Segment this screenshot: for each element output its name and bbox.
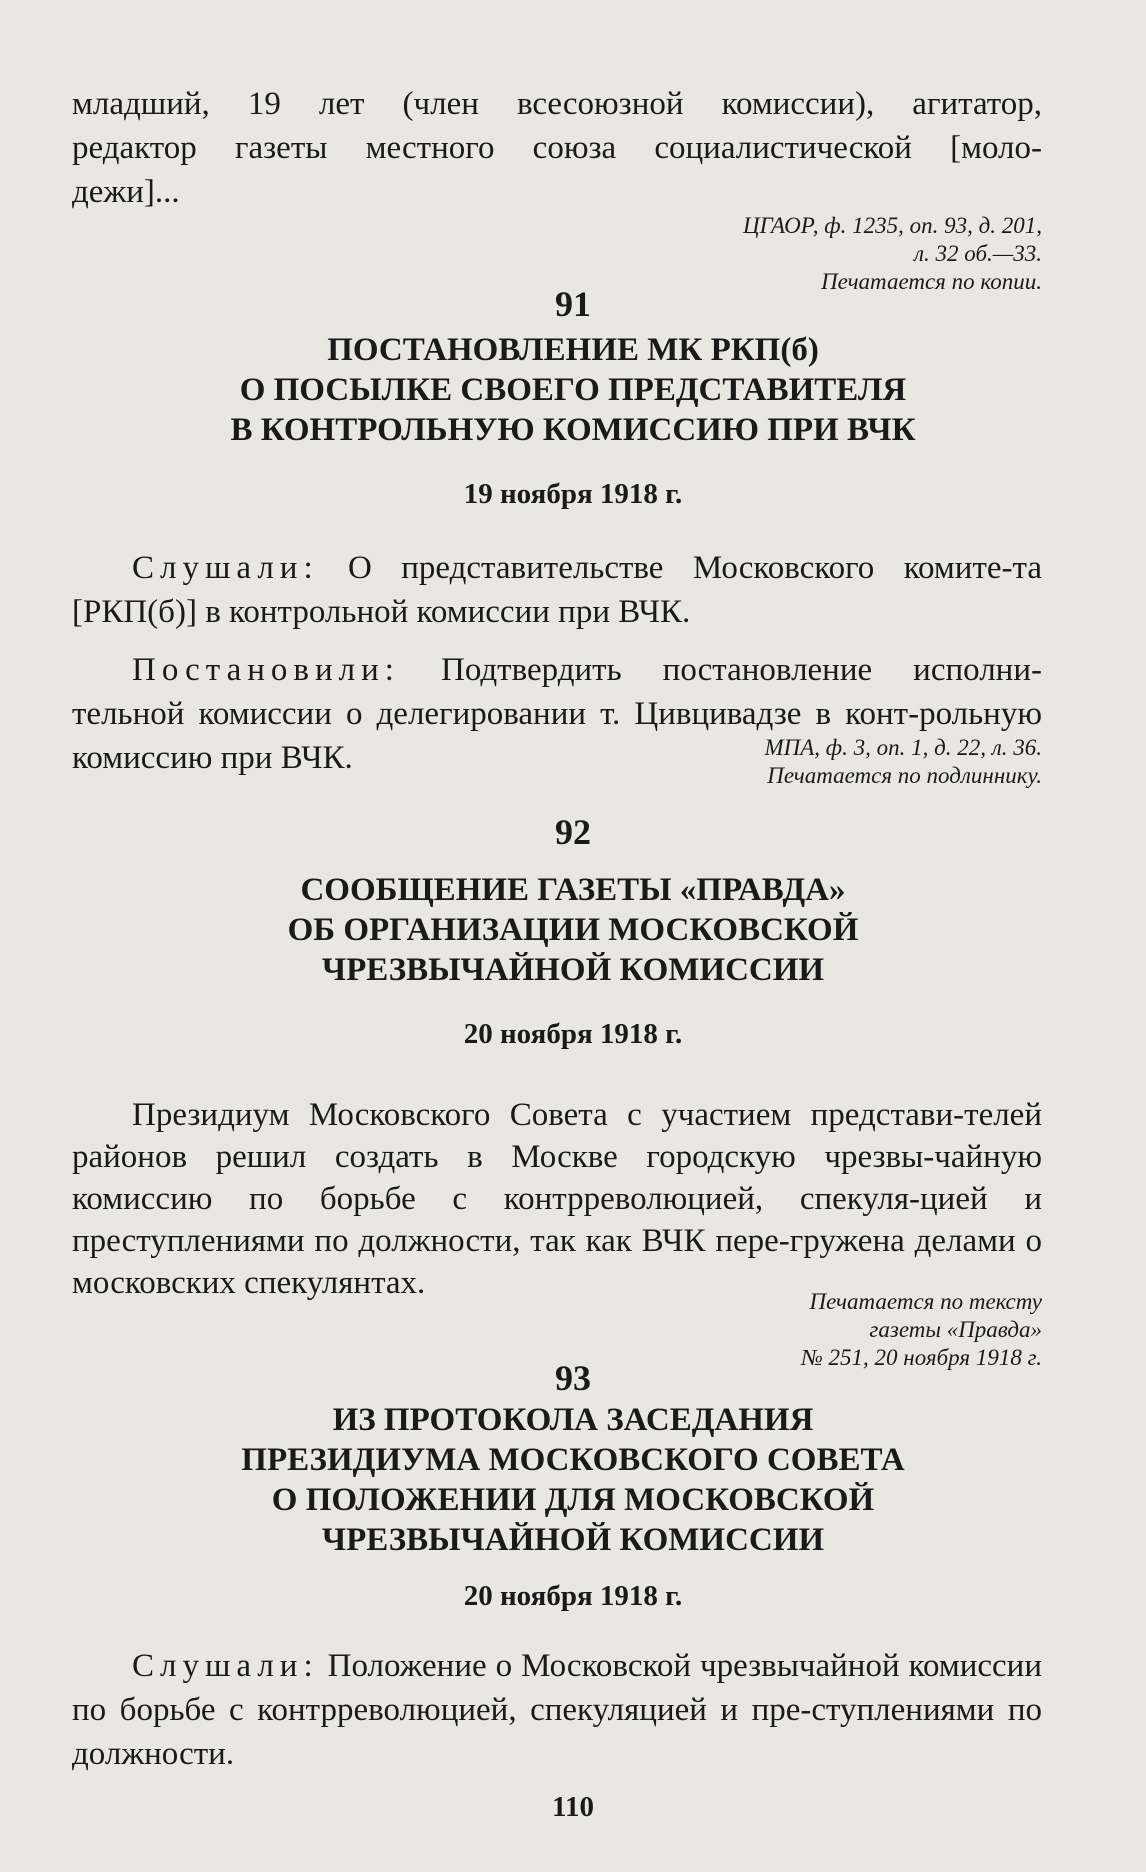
title-line: ПРЕЗИДИУМА МОСКОВСКОГО СОВЕТА xyxy=(241,1442,905,1478)
document-title-93 xyxy=(0,1400,1146,1560)
title-line: ПОСТАНОВЛЕНИЕ МК РКП(б) xyxy=(327,332,819,368)
page-number: 110 xyxy=(552,1791,594,1823)
citation-line-2: л. 32 об.—33. xyxy=(914,241,1042,266)
heard-text: О представительстве Московского комите-та [РКП(б)] в контрольной комиссии при ВЧК. xyxy=(72,550,1042,630)
document-date-91: 19 ноября 1918 г. xyxy=(463,478,683,510)
resolved-text: Подтвердить постановление исполни-тельной комиссии о делегировании т. Цивцивадзе в конт-рольную комиссию при ВЧК. xyxy=(72,652,1042,776)
title-line: ЧРЕЗВЫЧАЙНОЙ КОМИССИИ xyxy=(321,1522,825,1558)
title-line: ЧРЕЗВЫЧАЙНОЙ КОМИССИИ xyxy=(321,952,825,988)
document-number-93: 93 xyxy=(555,1358,591,1398)
body-paragraph: Президиум Московского Совета с участием представи-телей районов решил создать в Москве городскую чрезвы-чайную комиссию по борьбе с контрреволюцией, спекуля-цией и преступлениями по должности, так как ВЧК пере-гружена делами о московских спекулянтах. xyxy=(72,1097,1042,1301)
citation-line-2: Печатается по подлиннику. xyxy=(767,763,1042,788)
citation-line-1: Печатается по тексту xyxy=(809,1289,1042,1314)
document-body-92 xyxy=(72,1094,1042,1304)
title-line: О ПОЛОЖЕНИИ ДЛЯ МОСКОВСКОЙ xyxy=(271,1482,875,1518)
citation-line-2: газеты «Правда» xyxy=(869,1317,1042,1342)
document-title-92 xyxy=(0,870,1146,990)
archive-citation-91 xyxy=(764,734,1042,790)
title-line: О ПОСЫЛКЕ СВОЕГО ПРЕДСТАВИТЕЛЯ xyxy=(239,372,907,408)
citation-line-1: МПА, ф. 3, оп. 1, д. 22, л. 36. xyxy=(764,735,1042,760)
document-title-91 xyxy=(0,330,1146,450)
citation-line-1: ЦГАОР, ф. 1235, оп. 93, д. 201, xyxy=(743,213,1042,238)
continuation-line-2: редактор газеты местного союза социалистической [моло- xyxy=(72,130,1042,166)
heard-label: Слушали: xyxy=(132,550,319,586)
heard-text: Положение о Московской чрезвычайной комиссии по борьбе с контрреволюцией, спекуляцией и пре-ступлениями по должности. xyxy=(72,1648,1042,1772)
document-number-91: 91 xyxy=(555,284,591,324)
title-line: СООБЩЕНИЕ ГАЗЕТЫ «ПРАВДА» xyxy=(300,872,846,908)
document-body-93 xyxy=(72,1644,1042,1776)
title-line: ОБ ОРГАНИЗАЦИИ МОСКОВСКОЙ xyxy=(287,912,859,948)
document-date-92: 20 ноября 1918 г. xyxy=(463,1018,683,1050)
heard-paragraph xyxy=(72,546,1042,634)
heard-label: Слушали: xyxy=(132,1648,319,1684)
title-line: ИЗ ПРОТОКОЛА ЗАСЕДАНИЯ xyxy=(332,1402,814,1438)
title-line: В КОНТРОЛЬНУЮ КОМИССИЮ ПРИ ВЧК xyxy=(230,412,916,448)
continuation-line-1: младший, 19 лет (член всесоюзной комиссии), агитатор, xyxy=(72,86,1042,122)
resolved-label: Постановили: xyxy=(132,652,400,688)
document-date-93: 20 ноября 1918 г. xyxy=(463,1580,683,1612)
document-number-92: 92 xyxy=(555,812,591,852)
citation-line-3: Печатается по копии. xyxy=(821,269,1042,294)
heard-paragraph xyxy=(72,1644,1042,1776)
continuation-line-3: дежи]... xyxy=(72,174,180,210)
citation-line-3: № 251, 20 ноября 1918 г. xyxy=(801,1345,1042,1370)
continuation-text xyxy=(72,82,1042,214)
